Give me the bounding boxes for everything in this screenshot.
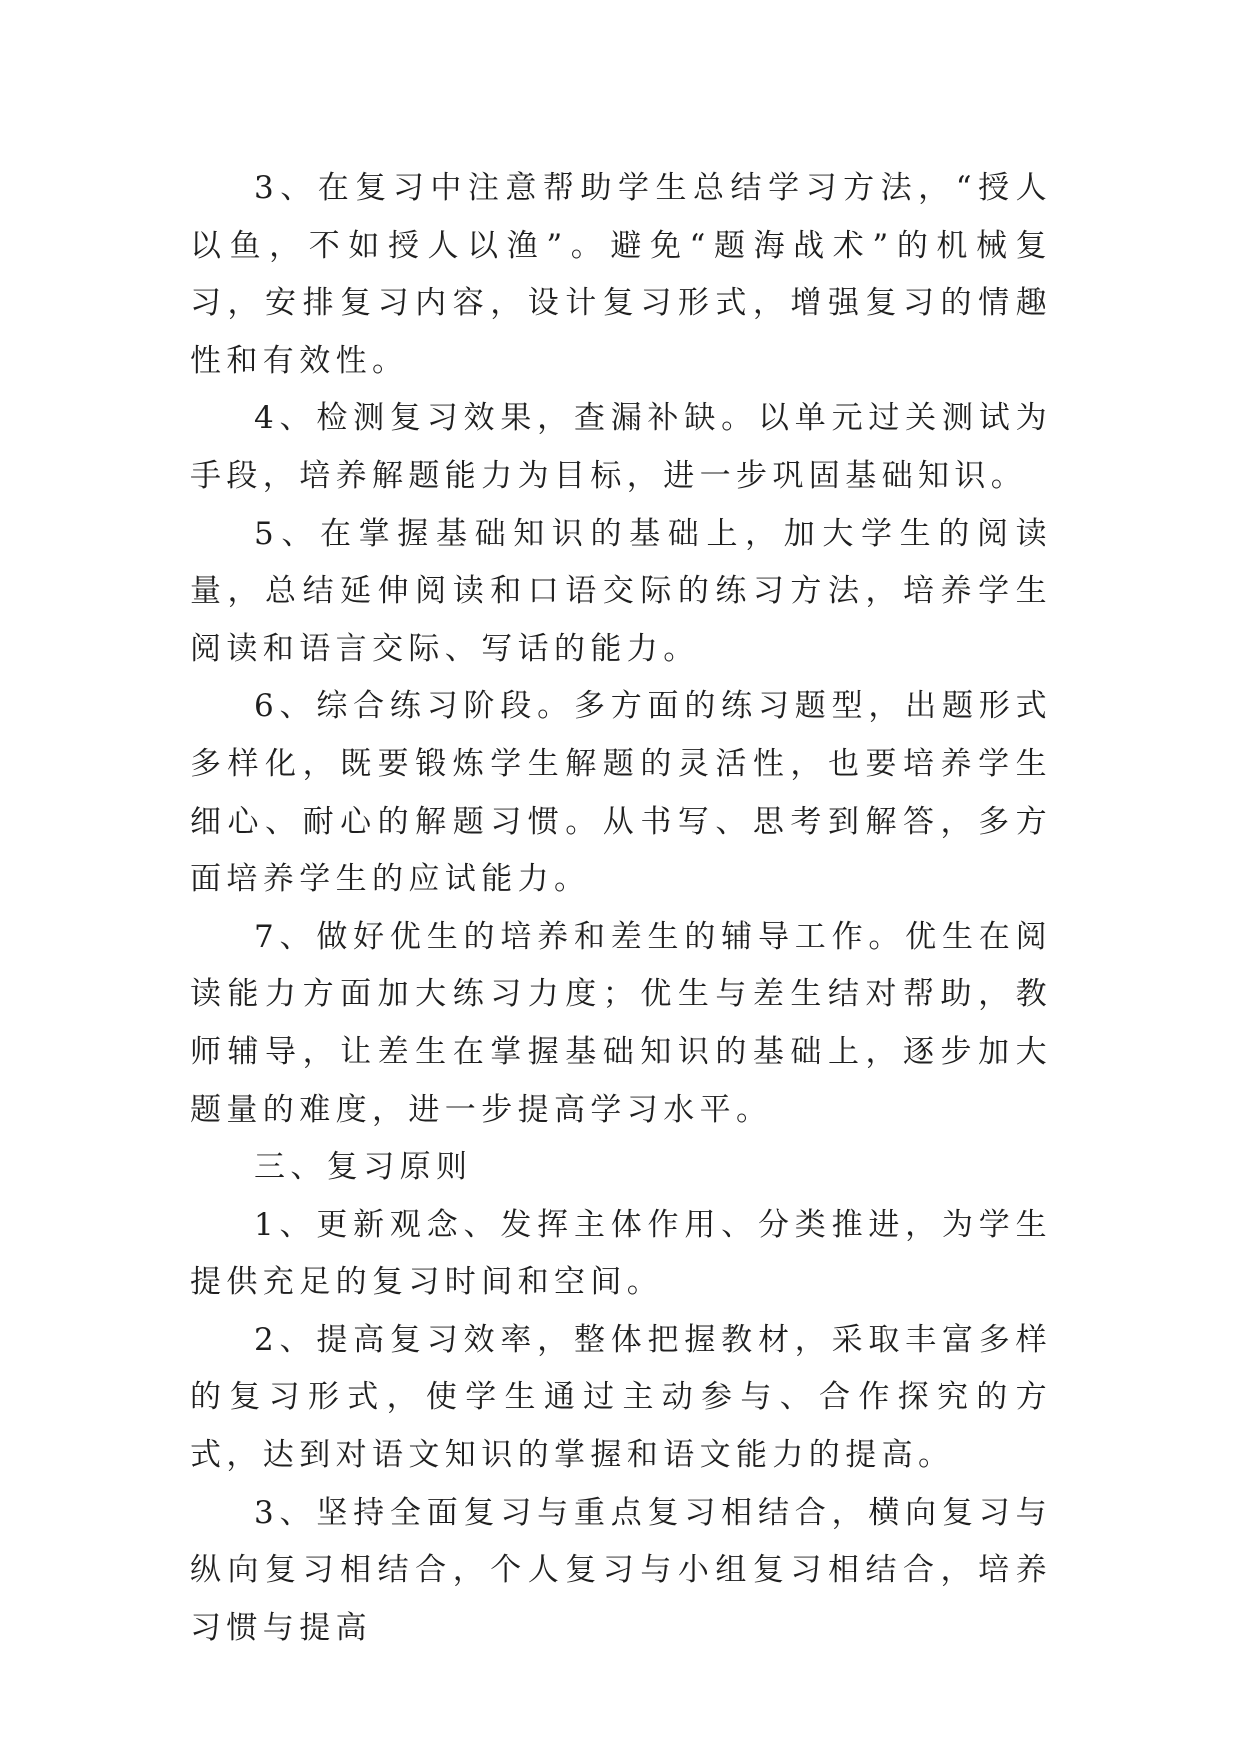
document-body [190,160,1052,1657]
paragraph-item-6-practice: 6、综合练习阶段。多方面的练习题型，出题形式多样化，既要锻炼学生解题的灵活性，也要培养学生细心、耐心的解题习惯。从书写、思考到解答，多方面培养学生的应试能力。 [190,688,1052,898]
section-heading-review-principles: 三、复习原则 [254,1149,473,1186]
paragraph-principle-3: 3、坚持全面复习与重点复习相结合，横向复习与纵向复习相结合，个人复习与小组复习相结合，培养习惯与提高 [190,1494,1052,1646]
paragraph-item-3-method: 3、在复习中注意帮助学生总结学习方法，“授人以鱼，不如授人以渔”。避免“题海战术”的机械复习，安排复习内容，设计复习形式，增强复习的情趣性和有效性。 [190,170,1052,379]
paragraph-item-4-testing: 4、检测复习效果，查漏补缺。以单元过关测试为手段，培养解题能力为目标，进一步巩固基础知识。 [190,400,1052,494]
paragraph-principle-1: 1、更新观念、发挥主体作用、分类推进，为学生提供充足的复习时间和空间。 [190,1206,1052,1301]
paragraph-item-7-tutoring: 7、做好优生的培养和差生的辅导工作。优生在阅读能力方面加大练习力度；优生与差生结对帮助，教师辅导，让差生在掌握基础知识的基础上，逐步加大题量的难度，进一步提高学习水平。 [190,918,1052,1128]
paragraph-item-5-reading: 5、在掌握基础知识的基础上，加大学生的阅读量，总结延伸阅读和口语交际的练习方法，培养学生阅读和语言交际、写话的能力。 [190,515,1052,667]
paragraph-principle-2: 2、提高复习效率，整体把握教材，采取丰富多样的复习形式，使学生通过主动参与、合作探究的方式，达到对语文知识的掌握和语文能力的提高。 [190,1321,1052,1474]
